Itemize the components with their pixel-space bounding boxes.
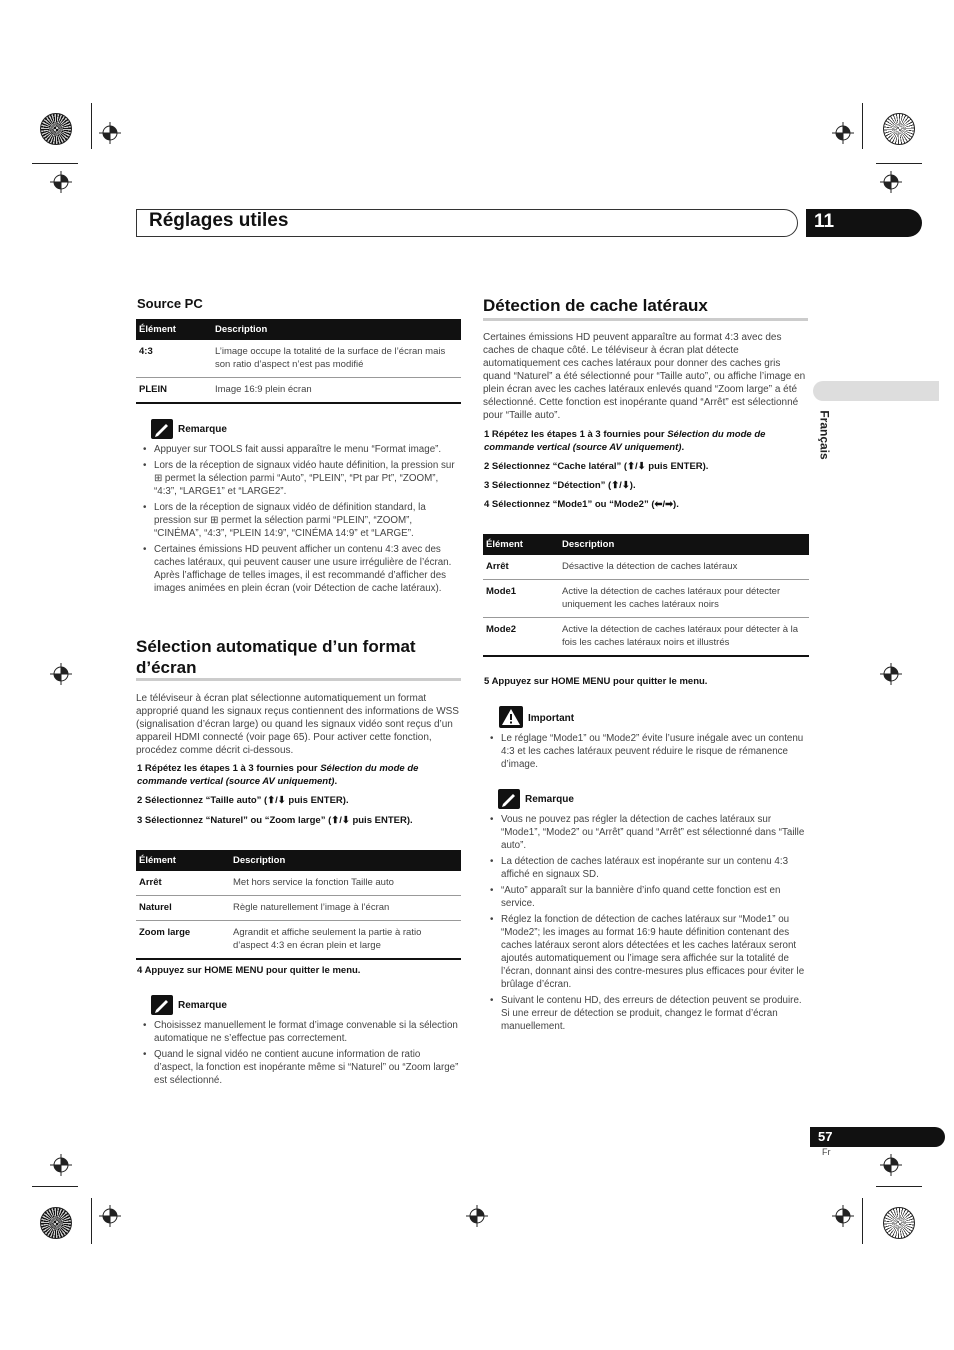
table-cell-key: Naturel xyxy=(136,896,230,921)
list-item: • Certaines émissions HD peuvent afficher un contenu 4:3 avec des caches latéraux, qui peuvent causer une usure irrégulière de l’écran. Après l’affichage de telles images, il est recommandé d’afficher des images animées en plein écran (voir Détection de cache latéraux). xyxy=(137,543,462,595)
registration-mark-icon xyxy=(99,1205,121,1227)
step-2: 2 Sélectionnez “Cache latéral” (⬆/⬇ puis ENTER). xyxy=(484,461,709,472)
page-language: Fr xyxy=(822,1147,831,1157)
auto-format-notes xyxy=(137,1019,462,1090)
color-wheel-icon xyxy=(883,113,915,145)
list-item: • Le réglage “Mode1” ou “Mode2” évite l’usure inégale avec un contenu 4:3 et les caches latéraux peuvent réduire le risque de rémanence d’image. xyxy=(484,732,810,771)
note-label: Remarque xyxy=(178,424,227,435)
registration-mark-icon xyxy=(832,122,854,144)
table-cell-desc: Active la détection de caches latéraux pour détecter uniquement les caches latéraux noirs xyxy=(559,580,809,618)
list-item: • Quand le signal vidéo ne contient aucune information de ratio d’aspect, la fonction est inopérante même si “Naturel” ou “Zoom large” est sélectionné. xyxy=(137,1048,462,1087)
registration-mark-icon xyxy=(832,1205,854,1227)
registration-mark-icon xyxy=(50,663,72,685)
table-row xyxy=(136,340,461,378)
note-pencil-icon xyxy=(498,789,520,809)
table-cell-desc: Image 16:9 plein écran xyxy=(212,378,461,404)
table-cell-key: Arrêt xyxy=(483,555,559,580)
table-cell-desc: L’image occupe la totalité de la surface de l’écran mais son ratio d’aspect n’est pas modifié xyxy=(212,340,461,378)
source-pc-table xyxy=(136,319,461,404)
source-pc-heading: Source PC xyxy=(137,296,203,311)
step-4: 4 Appuyez sur HOME MENU pour quitter le menu. xyxy=(137,965,361,976)
table-cell-key: Mode1 xyxy=(483,580,559,618)
col-header-description: Description xyxy=(212,319,461,340)
side-mask-table xyxy=(483,534,809,657)
table-header-row xyxy=(483,534,809,555)
side-mask-intro: Certaines émissions HD peuvent apparaître au format 4:3 avec des caches de chaque côté. Le téléviseur à écran plat détecte automatiquement ces caches latéraux pour donner des caches gris quand “Naturel” a été sélectionné pour “Taille auto”, ou affiche l’image en plein écran avec les caches latéraux enlevés quand “Zoom large” a été sélectionné. Cette fonction est inopérante quand “Arrêt” est sélectionné pour “Taille auto”. xyxy=(483,332,806,421)
table-cell-desc: Met hors service la fonction Taille auto xyxy=(230,871,461,896)
list-item: • Réglez la fonction de détection de caches latéraux sur “Mode1” ou “Mode2”; les images au format 16:9 haute définition contenant des caches latéraux seront alors détectées et les caches latéraux seront ajoutés automatiquement ou l’image sera affichée sur la totalité de l’écran, donnant ainsi des contre-mesures plus efficaces pour éviter le brûlage d’écran. xyxy=(484,913,810,991)
color-wheel-icon xyxy=(883,1207,915,1239)
important-label: Important xyxy=(528,713,575,724)
page-title: Réglages utiles xyxy=(149,210,289,231)
step-4: 4 Sélectionnez “Mode1” ou “Mode2” (⬅/➡). xyxy=(484,499,679,510)
col-header-element: Élément xyxy=(483,534,559,555)
table-row xyxy=(136,378,461,404)
table-row xyxy=(136,871,461,896)
table-cell-key: Zoom large xyxy=(136,921,230,960)
registration-mark-icon xyxy=(50,1154,72,1176)
heading-line-2: d’écran xyxy=(136,658,197,677)
registration-mark-icon xyxy=(880,663,902,685)
list-item: • Vous ne pouvez pas régler la détection de caches latéraux sur “Mode1”, “Mode2” ou “Arrêt” quand “Arrêt” est sélectionné dans “Taille auto”. xyxy=(484,813,810,852)
step-5: 5 Appuyez sur HOME MENU pour quitter le menu. xyxy=(484,676,708,687)
table-row xyxy=(483,580,809,618)
auto-format-table xyxy=(136,850,461,960)
auto-format-intro: Le téléviseur à écran plat sélectionne automatiquement un format approprié quand les signaux reçus contiennent des informations de WSS (signalisation d’écran large) ou quand les signaux vidéo sont reçus d’un appareil HDMI connecté (voir page 65). Pour activer cette fonction, procédez comme décrit ci-dessous. xyxy=(136,693,459,756)
table-header-row xyxy=(136,850,461,871)
list-item: • Lors de la réception de signaux vidéo haute définition, la pression sur ⊞ permet la sélection parmi “Auto”, “PLEIN”, “Pt par Pt”, “ZOOM”, “4:3”, “LARGE1” et “LARGE2”. xyxy=(137,459,462,498)
table-row xyxy=(136,896,461,921)
list-item: • Appuyer sur TOOLS fait aussi apparaître le menu “Format image”. xyxy=(137,443,462,456)
registration-mark-icon xyxy=(50,171,72,193)
language-text: Français xyxy=(817,410,832,460)
heading-rule xyxy=(136,678,461,681)
step-2: 2 Sélectionnez “Taille auto” (⬆/⬇ puis ENTER). xyxy=(137,795,349,806)
registration-mark-icon xyxy=(880,171,902,193)
important-warning-icon xyxy=(499,706,523,728)
step-text: 1 Répétez les étapes 1 à 3 fournies pour xyxy=(484,429,668,440)
table-header-row xyxy=(136,319,461,340)
language-label xyxy=(817,406,838,466)
table-cell-key: 4:3 xyxy=(136,340,212,378)
table-cell-key: PLEIN xyxy=(136,378,212,404)
step-1: 1 Répétez les étapes 1 à 3 fournies pour Sélection du mode de commande vertical (source AV uniquement). xyxy=(484,429,766,453)
table-cell-key: Mode2 xyxy=(483,618,559,657)
note-label: Remarque xyxy=(178,1000,227,1011)
registration-mark-icon xyxy=(466,1205,488,1227)
color-wheel-icon xyxy=(40,113,72,145)
note-pencil-icon xyxy=(151,995,173,1015)
side-mask-heading: Détection de cache latéraux xyxy=(483,296,708,315)
source-pc-notes xyxy=(137,443,462,598)
list-item: • La détection de caches latéraux est inopérante sur un contenu 4:3 affiché en signaux SD. xyxy=(484,855,810,881)
note-pencil-icon xyxy=(151,419,173,439)
table-cell-desc: Agrandit et affiche seulement la partie à ratio d’aspect 4:3 en écran plein et large xyxy=(230,921,461,960)
chapter-badge xyxy=(806,209,922,237)
list-item: • Suivant le contenu HD, des erreurs de détection peuvent se produire. Si une erreur de détection se produit, changez le format d’écran manuellement. xyxy=(484,994,810,1033)
note-label: Remarque xyxy=(525,794,574,805)
step-link-text: Sélection du mode de commande vertical (source AV uniquement) xyxy=(137,763,419,787)
heading-rule xyxy=(483,318,808,321)
table-cell-desc: Règle naturellement l’image à l’écran xyxy=(230,896,461,921)
side-mask-notes xyxy=(484,813,810,1036)
auto-format-heading xyxy=(136,636,466,678)
table-row xyxy=(136,921,461,960)
col-header-element: Élément xyxy=(136,319,212,340)
registration-mark-icon xyxy=(880,1154,902,1176)
page-number-badge xyxy=(810,1127,945,1147)
color-wheel-icon xyxy=(40,1207,72,1239)
page-number: 57 xyxy=(818,1129,833,1144)
step-text: 1 Répétez les étapes 1 à 3 fournies pour xyxy=(137,763,321,774)
step-link-text: Sélection du mode de commande vertical (source AV uniquement) xyxy=(484,429,766,453)
step-3: 3 Sélectionnez “Naturel” ou “Zoom large” (⬆/⬇ puis ENTER). xyxy=(137,815,413,826)
table-row xyxy=(483,618,809,657)
language-tab xyxy=(813,381,939,401)
list-item: • Choisissez manuellement le format d’image convenable si la sélection automatique ne s’effectue pas correctement. xyxy=(137,1019,462,1045)
chapter-number: 11 xyxy=(814,211,835,232)
heading-line-1: Sélection automatique d’un format xyxy=(136,637,416,656)
table-cell-desc: Désactive la détection de caches latéraux xyxy=(559,555,809,580)
col-header-element: Élément xyxy=(136,850,230,871)
list-item: • Lors de la réception de signaux vidéo de définition standard, la pression sur ⊞ permet la sélection parmi “PLEIN”, “ZOOM”, “CINÉMA”, “4:3”, “PLEIN 14:9”, “CINÉMA 14:9” et “LARGE”. xyxy=(137,501,462,540)
step-1: 1 Répétez les étapes 1 à 3 fournies pour Sélection du mode de commande vertical (source AV uniquement). xyxy=(137,763,419,787)
registration-mark-icon xyxy=(99,122,121,144)
table-row xyxy=(483,555,809,580)
table-cell-desc: Active la détection de caches latéraux pour détecter à la fois les caches latéraux noirs et illustrés xyxy=(559,618,809,657)
step-3: 3 Sélectionnez “Détection” (⬆/⬇). xyxy=(484,480,636,491)
col-header-description: Description xyxy=(559,534,809,555)
important-list xyxy=(484,732,810,774)
col-header-description: Description xyxy=(230,850,461,871)
list-item: • “Auto” apparaît sur la bannière d’info quand cette fonction est en service. xyxy=(484,884,810,910)
table-cell-key: Arrêt xyxy=(136,871,230,896)
